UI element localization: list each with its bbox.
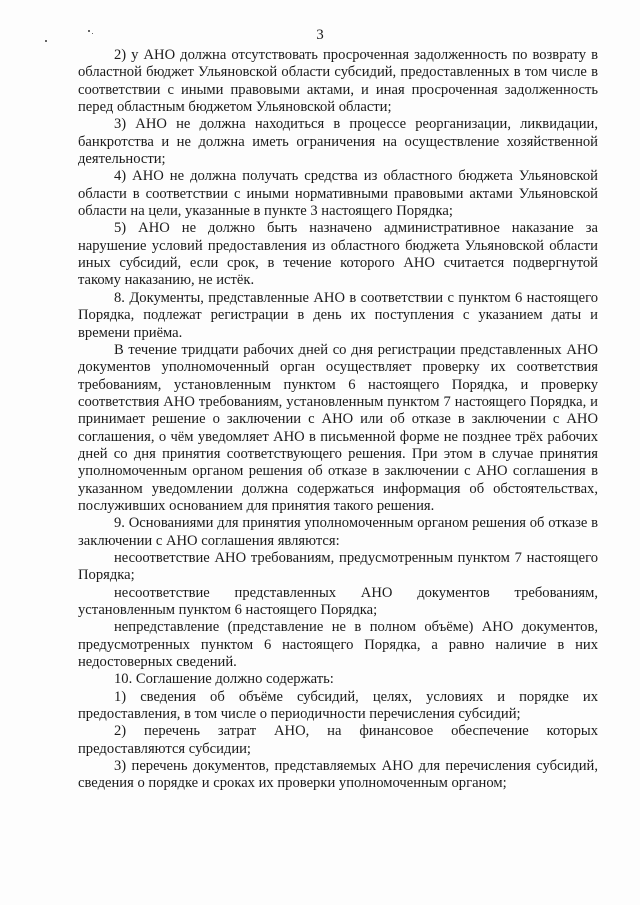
refusal-ground-1: несоответствие АНО требованиям, предусмотренным пунктом 7 настоящего Порядка; [78, 549, 598, 584]
paragraph-4-no-other-funds: 4) АНО не должна получать средства из областного бюджета Ульяновской области в соответствии с иными нормативными правовыми актами Ульяновской области на цели, указанные в пункте 3 настоящего Порядка; [78, 168, 598, 220]
paragraph-10-agreement-contents: 10. Соглашение должно содержать: [114, 671, 334, 688]
paragraph-8-registration: 8. Документы, представленные АНО в соответствии с пунктом 6 настоящего Порядка, подлежат регистрации в день их поступления с указанием даты и времени приёма. [78, 289, 598, 341]
document-body [78, 47, 598, 793]
agreement-item-2: 2) перечень затрат АНО, на финансовое обеспечение которых предоставляются субсидии; [78, 723, 598, 757]
paragraph-5-no-penalty: 5) АНО не должно быть назначено административное наказание за нарушение условий предоставления из областного бюджета Ульяновской области иных субсидий, если срок, в течение которого АНО считается подвергнутой такому наказанию, не истёк. [78, 220, 598, 289]
paragraph-3-no-reorganization: 3) АНО не должна находиться в процессе реорганизации, ликвидации, банкротства и не должна иметь ограничения на осуществление хозяйственной деятельности; [78, 116, 598, 168]
refusal-ground-2: несоответствие представленных АНО документов требованиям, установленным пунктом 6 настоящего Порядка; [78, 584, 598, 618]
paragraph-9-refusal-grounds: 9. Основаниями для принятия уполномоченным органом решения об отказе в заключении с АНО соглашения являются: [78, 515, 598, 549]
agreement-item-1: 1) сведения об объёме субсидий, целях, условиях и порядке их предоставления, в том числе о периодичности перечисления субсидий; [78, 688, 598, 723]
refusal-ground-3: непредставление (представление не в полном объёме) АНО документов, предусмотренных пунктом 6 настоящего Порядка, а равно наличие в них недостоверных сведений. [78, 619, 598, 671]
agreement-item-3: 3) перечень документов, представляемых АНО для перечисления субсидий, сведения о порядке и сроках их проверки уполномоченным органом; [78, 758, 598, 792]
page-number: 3 [316, 27, 324, 43]
paragraph-review-period: В течение тридцати рабочих дней со дня регистрации представленных АНО документов уполномоченный орган осуществляет проверку их соответствия требованиям, установленным пунктом 6 настоящего Порядка, и проверку соответствия АНО требованиям, установленным пунктом 7 настоящего Порядка, и принимает решение о заключении с АНО или об отказе в заключении с АНО соглашения, о чём уведомляет АНО в письменной форме не позднее трёх рабочих дней со дня принятия соответствующего решения. При этом в случае принятия уполномоченным органом решения об отказе в заключении с АНО соглашения в указанном уведомлении должна содержаться информация об обстоятельствах, послуживших основанием для принятия такого решения. [78, 341, 598, 514]
paragraph-2-no-debt: 2) у АНО должна отсутствовать просроченная задолженность по возврату в областной бюджет Ульяновской области субсидий, предоставленных в том числе в соответствии с иными правовыми актами, и иная просроченная задолженность перед областным бюджетом Ульяновской области; [78, 47, 598, 116]
